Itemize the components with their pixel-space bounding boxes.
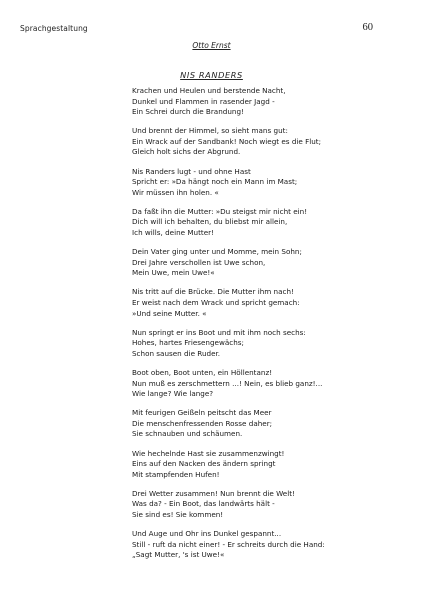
poem-line: Nis tritt auf die Brücke. Die Mutter ihm nach! (132, 287, 294, 297)
poem-line: Krachen und Heulen und berstende Nacht, (132, 86, 286, 95)
poem-line: Mein Uwe, mein Uwe!« (132, 268, 215, 278)
stanza (132, 247, 412, 279)
stanza (132, 449, 412, 481)
stanza (132, 126, 412, 158)
stanza (132, 167, 412, 199)
poem-line: Wie hechelnde Hast sie zusammenzwingt! (132, 448, 285, 458)
poem-line: Dunkel und Flammen in rasender Jagd - (132, 96, 275, 106)
poem-line: Boot oben, Boot unten, ein Höllentanz! (132, 367, 273, 377)
stanza (132, 368, 412, 400)
poem-line: Da faßt ihn die Mutter: »Du steigst mir nicht ein! (132, 206, 308, 216)
poem-line: Und brennt der Himmel, so sieht mans gut: (132, 126, 288, 136)
poem-line: Eins auf den Nacken des ändern springt (132, 459, 276, 469)
poem-title: NIS RANDERS (180, 70, 243, 80)
poem-line: Und Auge und Ohr ins Dunkel gespannt... (132, 529, 282, 539)
stanza (132, 207, 412, 239)
stanza (132, 328, 412, 360)
poem-line: »Und seine Mutter. « (132, 308, 207, 318)
poem-line: Still - ruft da nicht einer! - Er schreits durch die Hand: (132, 539, 325, 549)
running-head: Sprachgestaltung (20, 24, 88, 33)
poem-line: Die menschenfressenden Rosse daher; (132, 418, 273, 428)
poem-line: Ein Schrei durch die Brandung! (132, 107, 244, 117)
poem-line: Was da? - Ein Boot, das landwärts hält - (132, 499, 275, 509)
stanza (132, 287, 412, 319)
poem-line: Drei Wetter zusammen! Nun brennt die Welt! (132, 488, 295, 498)
poem-line: Dein Vater ging unter und Momme, mein Sohn; (132, 247, 302, 257)
stanza (132, 408, 412, 440)
poem-line: Er weist nach dem Wrack und spricht gemach: (132, 298, 300, 307)
poem-line: Dich will ich behalten, du bliebst mir allein, (132, 217, 288, 227)
poem-line: Wir müssen ihn holen. « (132, 187, 219, 197)
poem-line: Gleich holt sichs der Abgrund. (132, 147, 241, 157)
poem-line: Schon sausen die Ruder. (132, 348, 221, 358)
poem-line: Nun springt er ins Boot und mit ihm noch sechs: (132, 327, 306, 337)
stanza (132, 529, 412, 561)
poem-line: Mit stampfenden Hufen! (132, 469, 220, 479)
stanza (132, 489, 412, 521)
stanza (132, 86, 412, 118)
poem-body (132, 86, 412, 569)
poem-line: Hohes, hartes Friesengewächs; (132, 338, 244, 348)
poem-line: „Sagt Mutter, 's ist Uwe!« (132, 550, 225, 560)
poem-line: Mit feurigen Geißeln peitscht das Meer (132, 408, 272, 418)
poem-line: Wie lange? Wie lange? (132, 389, 214, 399)
poem-line: Sie sind es! Sie kommen! (132, 510, 224, 519)
poem-line: Drei Jahre verschollen ist Uwe schon, (132, 257, 266, 267)
poem-author: Otto Ernst (192, 41, 231, 50)
poem-line: Nun muß es zerschmettern ...! Nein, es blieb ganz!... (132, 378, 323, 388)
poem-line: Sie schnauben und schäumen. (132, 429, 243, 439)
poem-line: Nis Randers lugt - und ohne Hast (132, 166, 251, 176)
page-number: 60 (362, 22, 373, 33)
poem-line: Spricht er: »Da hängt noch ein Mann im Mast; (132, 177, 298, 187)
poem-line: Ich wills, deine Mutter! (132, 228, 214, 238)
poem-line: Ein Wrack auf der Sandbank! Noch wiegt es die Flut; (132, 136, 322, 146)
